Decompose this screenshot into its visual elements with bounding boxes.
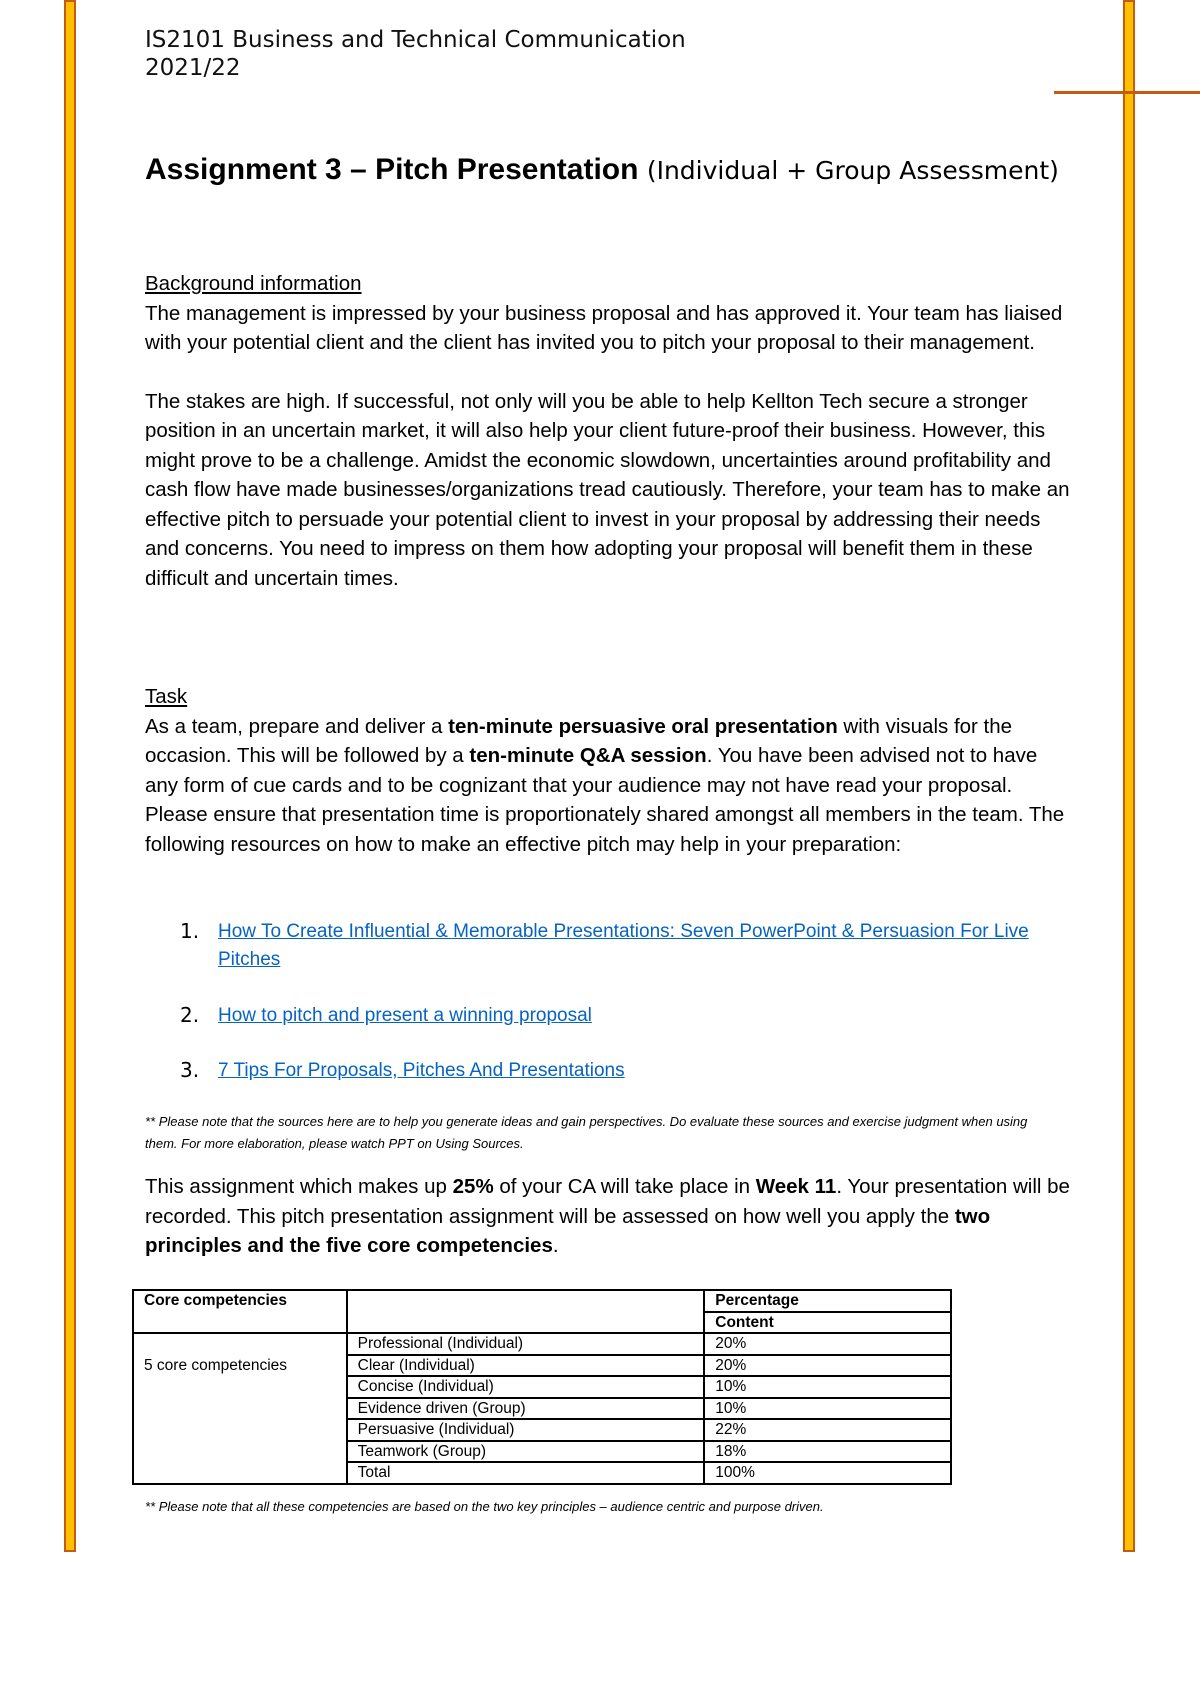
competency-percentage: 10% (704, 1376, 951, 1398)
competency-name: Concise (Individual) (347, 1376, 705, 1398)
resource-number: 2. (180, 1003, 200, 1027)
header-content: Content (704, 1312, 951, 1334)
assessment-text-4: . (552, 1234, 559, 1257)
left-margin-bar (64, 0, 76, 1552)
course-title: IS2101 Business and Technical Communication (145, 27, 686, 53)
header-percentage: Percentage (704, 1290, 951, 1312)
assessment-text-3: . Your presentation will be recorded. This pitch presentation assignment will be assessed on how well you apply the (145, 1175, 1070, 1228)
task-heading: Task (145, 685, 188, 708)
sources-note: ** Please note that the sources here are to help you generate ideas and gain perspectives. Do evaluate these sources and exercise judgment when using them. For more elaboration, please watch PPT on Using Sources. (145, 1114, 1028, 1151)
competency-name: Total (347, 1462, 705, 1484)
competency-name: Professional (Individual) (347, 1333, 705, 1355)
task-bold-1: ten-minute persuasive oral presentation (448, 714, 838, 738)
assessment-bold-1: 25% (452, 1175, 494, 1198)
table-header-row (133, 1290, 951, 1312)
competency-percentage: 10% (704, 1398, 951, 1420)
competency-percentage: 100% (704, 1462, 951, 1484)
table-row (133, 1333, 951, 1355)
competency-percentage: 18% (704, 1441, 951, 1463)
assignment-title-subtitle: (Individual + Group Assessment) (646, 156, 1059, 185)
background-paragraph-2: The stakes are high. If successful, not only will you be able to help Kellton Tech secure a stronger position in an uncertain market, it will also help your client future-proof their business. However, this might prove to be a challenge. Amidst the economic slowdown, uncertainties around profitability and cash flow have made businesses/organizations tread cautiously. Therefore, your team has to make an effective pitch to persuade your potential client to invest in your proposal by addressing their needs and concerns. You need to impress on them how adopting your proposal will benefit them in these difficult and uncertain times. (145, 389, 1070, 590)
background-paragraph-1: The management is impressed by your business proposal and has approved it. Your team has liaised with your potential client and the client has invited you to pitch your proposal to their management. (145, 301, 1063, 354)
task-paragraph (145, 712, 1070, 860)
header-core-competencies: Core competencies (133, 1290, 347, 1333)
resource-link[interactable]: How To Create Influential & Memorable Presentations: Seven PowerPoint & Persuasion For Live Pitches (218, 921, 1029, 970)
academic-year: 2021/22 (145, 55, 241, 81)
resource-number: 3. (180, 1058, 200, 1082)
background-section (145, 269, 1070, 593)
decorative-horizontal-line (1054, 91, 1200, 94)
assessment-text-1: This assignment which makes up (145, 1175, 453, 1198)
competency-percentage: 20% (704, 1355, 951, 1377)
competency-percentage: 22% (704, 1419, 951, 1441)
task-text-2: with visuals for the occasion. This will be followed by a (145, 714, 1013, 767)
resource-number: 1. (180, 919, 200, 943)
background-heading: Background information (145, 272, 362, 295)
header-empty-cell (347, 1290, 705, 1333)
competency-percentage: 20% (704, 1333, 951, 1355)
group-label: 5 core competencies (133, 1333, 347, 1484)
assignment-title (145, 148, 1085, 192)
table-note: ** Please note that all these competencies are based on the two key principles – audience centric and purpose driven. (145, 1499, 824, 1514)
right-margin-bar (1123, 0, 1135, 1552)
competency-name: Clear (Individual) (347, 1355, 705, 1377)
resource-link[interactable]: 7 Tips For Proposals, Pitches And Presentations (218, 1060, 625, 1081)
assessment-bold-3: two principles and the five core competencies (145, 1204, 991, 1257)
task-text-3: . You have been advised not to have any form of cue cards and to be cognizant that your audience may not have read your proposal. Please ensure that presentation time is proportionately shared amongst all members in the team. The following resources on how to make an effective pitch may help in your preparation: (145, 744, 1065, 856)
task-section (145, 682, 1070, 859)
assessment-paragraph (145, 1172, 1070, 1261)
task-text-1: As a team, prepare and deliver a (145, 714, 449, 738)
assignment-title-main: Assignment 3 – Pitch Presentation (145, 153, 639, 186)
task-bold-2: ten-minute Q&A session (469, 744, 707, 767)
assessment-text-2: of your CA will take place in (493, 1175, 756, 1198)
competency-name: Persuasive (Individual) (347, 1419, 705, 1441)
assessment-bold-2: Week 11 (755, 1175, 837, 1198)
resource-link[interactable]: How to pitch and present a winning proposal (218, 1005, 592, 1026)
competency-name: Teamwork (Group) (347, 1441, 705, 1463)
competency-name: Evidence driven (Group) (347, 1398, 705, 1420)
competencies-table (132, 1289, 952, 1485)
